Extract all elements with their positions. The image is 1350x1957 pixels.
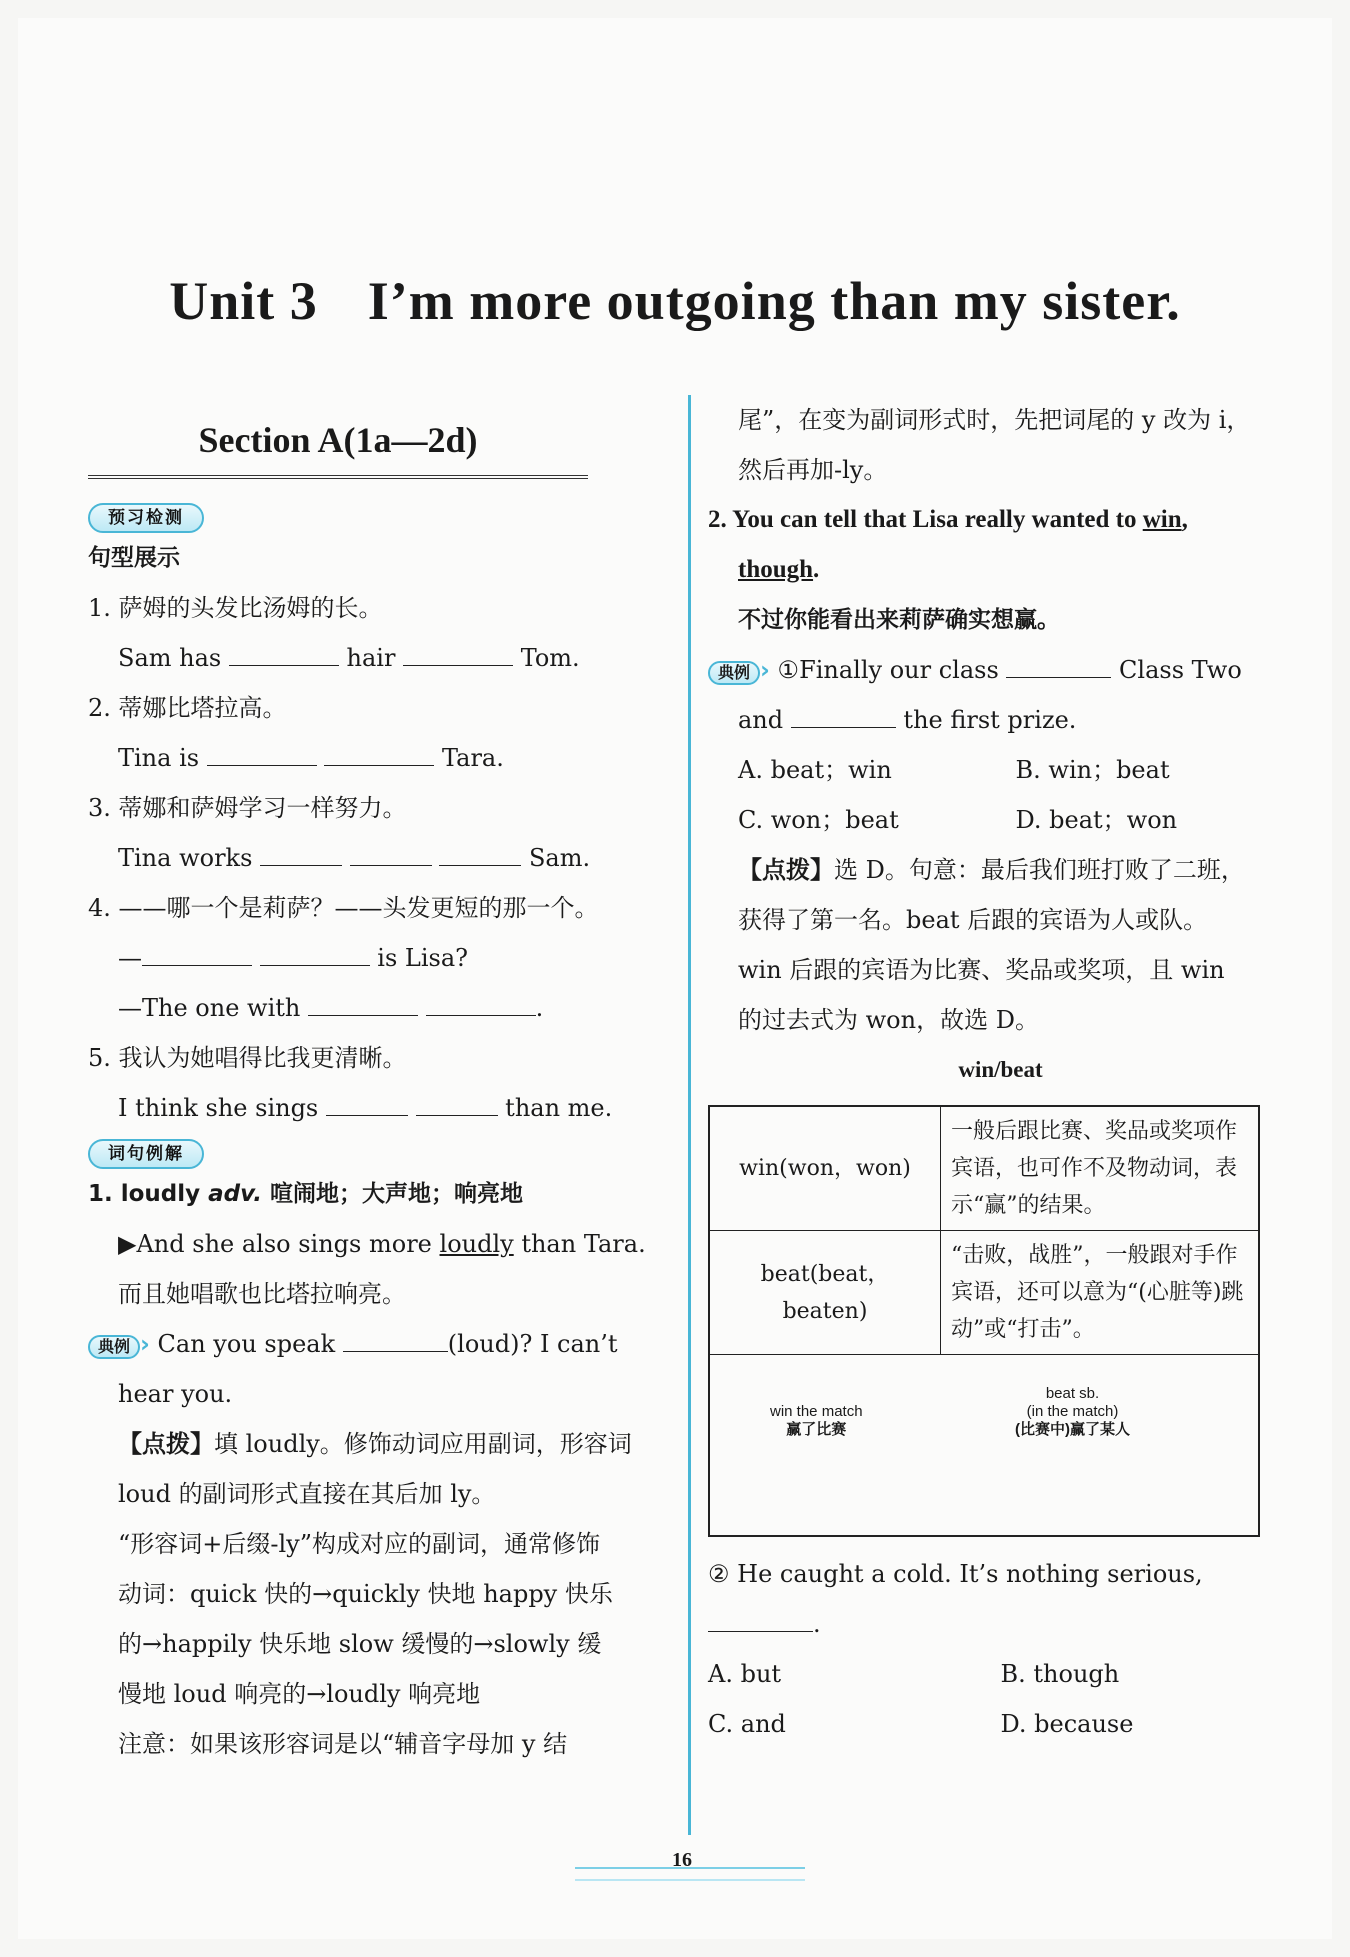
diagram-label-beat: beat sb. (in the match) (比赛中)赢了某人 (1015, 1385, 1130, 1438)
blank[interactable] (403, 639, 513, 666)
table-cell: 一般后跟比赛、奖品或奖项作宾语，也可作不及物动词，表示“赢”的结果。 (941, 1106, 1260, 1231)
table-row (709, 1355, 1259, 1537)
option-c[interactable]: C. and (708, 1710, 786, 1738)
table-title: win/beat (958, 1057, 1043, 1082)
blank[interactable] (142, 939, 252, 966)
example-r1-cont: and the first prize. (708, 695, 1293, 745)
blank[interactable] (1006, 651, 1111, 678)
blank[interactable] (343, 1325, 448, 1352)
blank[interactable] (791, 701, 896, 728)
blank[interactable] (416, 1089, 498, 1116)
unit-title (0, 270, 1350, 332)
option-c[interactable]: C. won；beat (738, 806, 899, 834)
options-row (708, 1649, 1293, 1699)
continued-line: 尾”，在变为副词形式时，先把词尾的 y 改为 i， (738, 406, 1251, 434)
tip-line: win 后跟的宾语为比赛、奖品或奖项，且 win (738, 956, 1225, 984)
option-d[interactable]: D. beat；won (1015, 806, 1178, 834)
win-beat-table (708, 1105, 1260, 1537)
example-1-cont: hear you. (118, 1380, 233, 1408)
blank[interactable] (207, 739, 317, 766)
tip-line: 动词：quick 快的→quickly 快地 happy 快乐 (118, 1580, 613, 1608)
preview-badge: 预习检测 (88, 503, 204, 533)
answer-line-3: Tina works Sam. (88, 833, 668, 883)
blank[interactable] (439, 839, 521, 866)
option-a[interactable]: A. beat；win (738, 756, 892, 784)
chevron-right-icon: › (140, 1330, 150, 1358)
page-footer (575, 1845, 805, 1885)
loudly-translation: 而且她唱歌也比塔拉响亮。 (118, 1280, 406, 1308)
question-4: 4. ——哪一个是莉萨？——头发更短的那一个。 (88, 894, 599, 922)
table-row (709, 1106, 1259, 1231)
blank[interactable] (426, 989, 536, 1016)
win-beat-diagram (710, 1355, 1258, 1535)
diagram-label-win: win the match 赢了比赛 (770, 1403, 863, 1438)
word-loudly-heading: 1. loudly adv. 喧闹地；大声地；响亮地 (88, 1181, 524, 1207)
question-3: 3. 蒂娜和萨姆学习一样努力。 (88, 794, 407, 822)
option-b[interactable]: B. though (1000, 1660, 1120, 1688)
answer-line-2: Tina is Tara. (88, 733, 668, 783)
chevron-right-icon: › (760, 656, 770, 684)
blank[interactable] (324, 739, 434, 766)
blank[interactable] (260, 839, 342, 866)
tip-line: 的过去式为 won，故选 D。 (738, 1006, 1039, 1034)
sentence-2-cont: though. (738, 556, 820, 583)
tip-line: 【点拨】填 loudly。修饰动词应用副词，形容词 (118, 1430, 632, 1458)
question-5: 5. 我认为她唱得比我更清晰。 (88, 1044, 407, 1072)
answer-line-5: I think she sings than me. (88, 1083, 668, 1133)
tip-line: “形容词+后缀-ly”构成对应的副词，通常修饰 (118, 1530, 600, 1558)
tip-line: 的→happily 快乐地 slow 缓慢的→slowly 缓 (118, 1630, 602, 1658)
loudly-example: ▶And she also sings more loudly than Tara. (118, 1230, 646, 1258)
triangle-icon: ▶ (118, 1230, 137, 1258)
diagram-cell (709, 1355, 1259, 1537)
unit-heading: I’m more outgoing than my sister. (367, 271, 1181, 331)
options-row (708, 795, 1293, 845)
option-a[interactable]: A. but (708, 1660, 782, 1688)
tip-line: 【点拨】选 D。句意：最后我们班打败了二班， (738, 856, 1245, 884)
tip-line: 注意：如果该形容词是以“辅音字母加 y 结 (118, 1730, 568, 1758)
options-row (708, 745, 1293, 795)
table-cell: “击败，战胜”，一般跟对手作宾语，还可以意为“(心脏等)跳动”或“打击”。 (941, 1231, 1260, 1355)
sentence-2-translation: 不过你能看出来莉萨确实想赢。 (738, 607, 1060, 633)
table-cell: win(won，won) (709, 1106, 941, 1231)
example-badge: 典例 (88, 1335, 140, 1359)
left-column (88, 395, 668, 1769)
unit-number: Unit 3 (169, 271, 318, 331)
answer-line-4b: —The one with . (88, 983, 668, 1033)
preview-badge-row (88, 497, 668, 533)
table-row (709, 1231, 1259, 1355)
pattern-heading: 句型展示 (88, 545, 180, 571)
blank[interactable] (708, 1605, 813, 1632)
words-badge-row (88, 1133, 668, 1169)
page-number: 16 (672, 1849, 692, 1871)
words-badge: 词句例解 (88, 1139, 204, 1169)
blank[interactable] (260, 939, 370, 966)
blank[interactable] (350, 839, 432, 866)
example-r2-cont: . (708, 1599, 1293, 1649)
options-row (708, 1699, 1293, 1749)
answer-line-1: Sam has hair Tom. (88, 633, 668, 683)
blank[interactable] (326, 1089, 408, 1116)
option-d[interactable]: D. because (1000, 1710, 1134, 1738)
section-title: Section A(1a—2d) (88, 415, 588, 479)
example-r1: 典例 › ①Finally our class Class Two (708, 645, 1293, 695)
tip-line: loud 的副词形式直接在其后加 ly。 (118, 1480, 496, 1508)
example-1: 典例 › Can you speak (loud)? I can’t (88, 1319, 668, 1369)
table-cell: beat(beat，beaten) (709, 1231, 941, 1355)
example-r2: ② He caught a cold. It’s nothing serious, (708, 1560, 1203, 1588)
tip-line: 获得了第一名。beat 后跟的宾语为人或队。 (738, 906, 1208, 934)
blank[interactable] (229, 639, 339, 666)
blank[interactable] (308, 989, 418, 1016)
question-1: 1. 萨姆的头发比汤姆的长。 (88, 594, 383, 622)
option-b[interactable]: B. win；beat (1015, 756, 1170, 784)
tip-line: 慢地 loud 响亮的→loudly 响亮地 (118, 1680, 481, 1708)
column-divider (688, 395, 691, 1835)
example-badge: 典例 (708, 661, 760, 685)
sentence-2: 2. You can tell that Lisa really wanted to win, (708, 506, 1188, 533)
question-2: 2. 蒂娜比塔拉高。 (88, 694, 287, 722)
continued-line: 然后再加-ly。 (738, 456, 888, 484)
right-column (708, 395, 1293, 1749)
answer-line-4a: — is Lisa? (88, 933, 668, 983)
